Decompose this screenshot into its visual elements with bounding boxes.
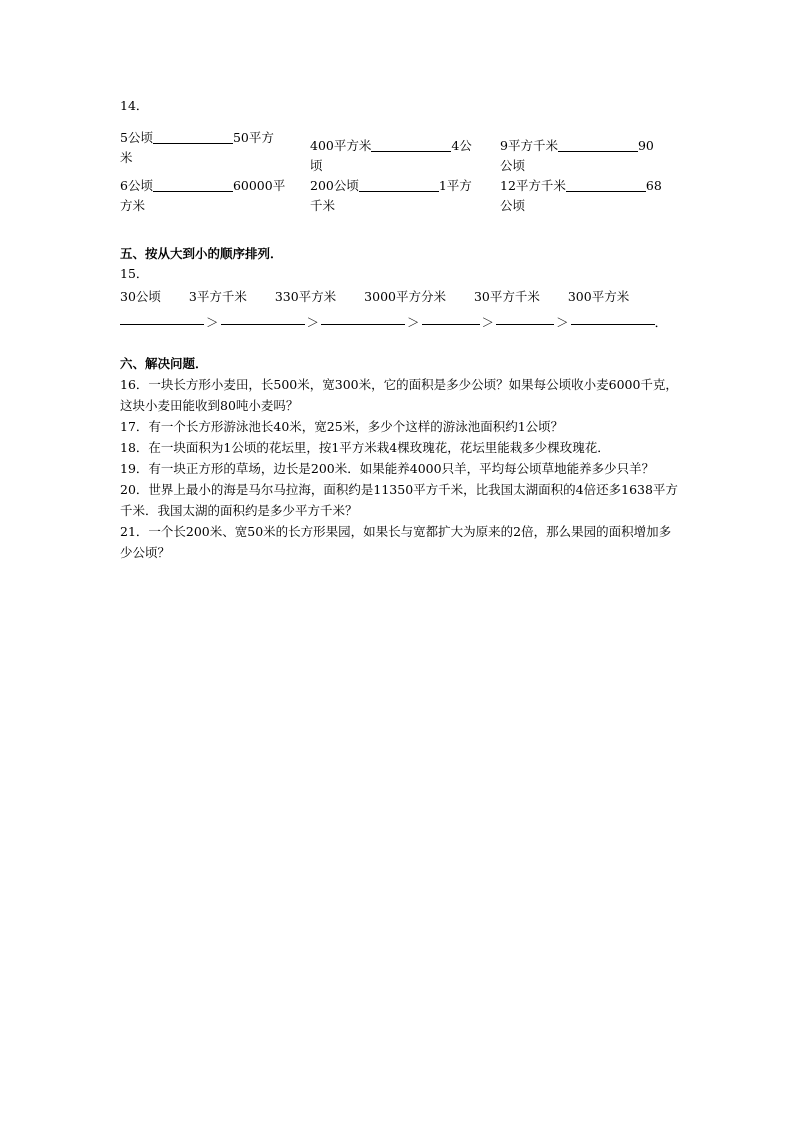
greater-than-sign: ＞ <box>481 315 495 330</box>
comparison-item-6 <box>500 176 678 216</box>
unit-comparison-grid <box>120 126 680 222</box>
answer-blank[interactable] <box>153 177 233 192</box>
item-right-value: 4公 <box>451 138 472 153</box>
order-item: 330平方米 <box>274 289 337 304</box>
item-right-value: 50平方 <box>232 130 274 145</box>
sentence-end: ． <box>654 315 668 330</box>
order-blank[interactable] <box>496 310 554 325</box>
order-blank[interactable] <box>422 310 480 325</box>
order-item: 3000平方分米 <box>364 289 446 304</box>
order-answer-row <box>120 310 680 336</box>
item-right-unit: 米 <box>120 150 133 165</box>
comparison-item-4 <box>120 176 298 216</box>
item-right-unit: 方米 <box>120 198 146 213</box>
answer-blank[interactable] <box>558 137 638 152</box>
order-items-row <box>120 284 680 310</box>
item-left-value: 9平方千米 <box>500 138 558 153</box>
order-item: 3平方千米 <box>188 289 247 304</box>
question-15-number: 15． <box>120 266 149 281</box>
greater-than-sign: ＞ <box>407 315 420 330</box>
order-item: 30公顷 <box>120 289 161 304</box>
section-5-title: 五、按从大到小的顺序排列． <box>120 246 283 261</box>
item-right-value: 90 <box>637 138 654 153</box>
order-blank[interactable] <box>221 310 305 325</box>
item-right-value: 68 <box>645 178 662 193</box>
problem-20: 20．世界上最小的海是马尔马拉海，面积约是11350平方千米，比我国太湖面积的4倍还多1638平方千米．我国太湖的面积约是多少平方千米？ <box>120 482 678 518</box>
problem-16: 16．一块长方形小麦田，长500米，宽300米，它的面积是多少公顷？如果每公顷收小麦6000千克，这块小麦田能收到80吨小麦吗？ <box>120 377 678 413</box>
answer-blank[interactable] <box>359 177 439 192</box>
comparison-item-2 <box>310 136 488 176</box>
order-item: 30平方千米 <box>473 289 540 304</box>
item-left-value: 5公顷 <box>120 130 153 145</box>
item-right-unit: 顷 <box>310 158 323 173</box>
comparison-item-5 <box>310 176 488 216</box>
item-right-value: 60000平 <box>232 178 286 193</box>
order-item: 300平方米 <box>567 289 630 304</box>
order-blank[interactable] <box>321 310 405 325</box>
greater-than-sign: ＞ <box>306 315 320 330</box>
question-14-number: 14． <box>120 98 149 113</box>
item-left-value: 200公顷 <box>310 178 359 193</box>
item-left-value: 12平方千米 <box>500 178 566 193</box>
comparison-item-3 <box>500 136 678 176</box>
answer-blank[interactable] <box>153 129 233 144</box>
greater-than-sign: ＞ <box>206 315 219 330</box>
problem-17: 17．有一个长方形游泳池长40米，宽25米，多少个这样的游泳池面积约1公顷？ <box>120 419 564 434</box>
item-right-unit: 千米 <box>310 198 336 213</box>
item-left-value: 400平方米 <box>310 138 372 153</box>
answer-blank[interactable] <box>371 137 451 152</box>
item-right-unit: 公顷 <box>500 158 526 173</box>
greater-than-sign: ＞ <box>556 315 569 330</box>
order-blank[interactable] <box>120 310 204 325</box>
item-left-value: 6公顷 <box>120 178 153 193</box>
order-blank[interactable] <box>571 310 655 325</box>
problem-18: 18．在一块面积为1公顷的花坛里，按1平方米栽4棵玫瑰花，花坛里能栽多少棵玫瑰花． <box>120 440 610 455</box>
section-6-title: 六、解决问题． <box>120 356 208 371</box>
item-right-unit: 公顷 <box>500 198 526 213</box>
item-right-value: 1平方 <box>438 178 472 193</box>
problem-21: 21．一个长200米、宽50米的长方形果园，如果长与宽都扩大为原来的2倍，那么果园的面积增加多少公顷？ <box>120 524 672 560</box>
comparison-item-1 <box>120 128 298 168</box>
problem-19: 19．有一块正方形的草场，边长是200米．如果能养4000只羊，平均每公顷草地能养多少只羊？ <box>120 461 655 476</box>
answer-blank[interactable] <box>566 177 646 192</box>
worksheet-page <box>120 96 680 563</box>
